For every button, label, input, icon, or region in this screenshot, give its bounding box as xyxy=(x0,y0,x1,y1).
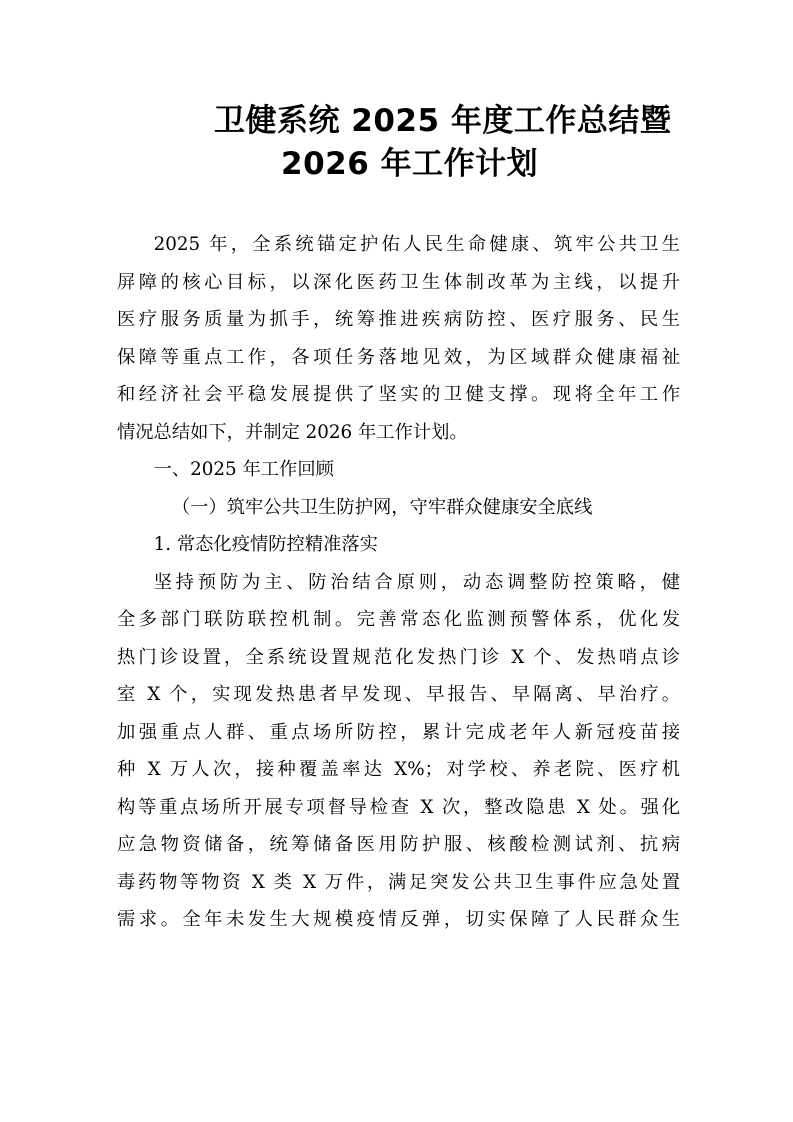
item-line: 需求。全年未发生大规模疫情反弹，切实保障了人民群众生 xyxy=(117,909,680,930)
item-line: 热门诊设置，全系统设置规范化发热门诊 X 个、发热哨点诊 xyxy=(117,646,680,668)
intro-line: 保障等重点工作，各项任务落地见效，为区域群众健康福祉 xyxy=(117,346,680,368)
item-line: 构等重点场所开展专项督导检查 X 次，整改隐患 X 处。强化 xyxy=(117,796,680,818)
section-heading: 一、2025 年工作回顾 xyxy=(153,459,334,480)
item-line: 种 X 万人次，接种覆盖率达 X%；对学校、养老院、医疗机 xyxy=(117,759,680,780)
intro-line: 医疗服务质量为抓手，统筹推进疾病防控、医疗服务、民生 xyxy=(117,309,680,330)
document-body xyxy=(117,226,680,939)
intro-line: 屏障的核心目标，以深化医药卫生体制改革为主线，以提升 xyxy=(117,271,680,293)
item-line: 应急物资储备，统筹储备医用防护服、核酸检测试剂、抗病 xyxy=(117,834,680,855)
item-line: 室 X 个，实现发热患者早发现、早报告、早隔离、早治疗。 xyxy=(117,684,680,705)
item-line: 毒药物等物资 X 类 X 万件，满足突发公共卫生事件应急处置 xyxy=(117,871,680,893)
document-title-line-2: 2026 年工作计划 xyxy=(281,146,539,182)
item-line: 坚持预防为主、防治结合原则，动态调整防控策略，健 xyxy=(153,571,680,593)
intro-paragraph xyxy=(117,226,680,451)
item-paragraph xyxy=(117,564,680,939)
item-heading: 1. 常态化疫情防控精准落实 xyxy=(153,534,378,555)
subsection-heading: （一）筑牢公共卫生防护网，守牢群众健康安全底线 xyxy=(171,496,593,518)
item-line: 加强重点人群、重点场所防控，累计完成老年人新冠疫苗接 xyxy=(117,721,680,743)
document-title-line-1: 卫健系统 2025 年度工作总结暨 xyxy=(214,103,672,139)
intro-line: 2025 年，全系统锚定护佑人民生命健康、筑牢公共卫生 xyxy=(153,234,680,255)
item-line: 全多部门联防联控机制。完善常态化监测预警体系，优化发 xyxy=(117,609,680,630)
intro-line: 和经济社会平稳发展提供了坚实的卫健支撑。现将全年工作 xyxy=(117,384,680,405)
intro-line: 情况总结如下，并制定 2026 年工作计划。 xyxy=(117,421,468,443)
